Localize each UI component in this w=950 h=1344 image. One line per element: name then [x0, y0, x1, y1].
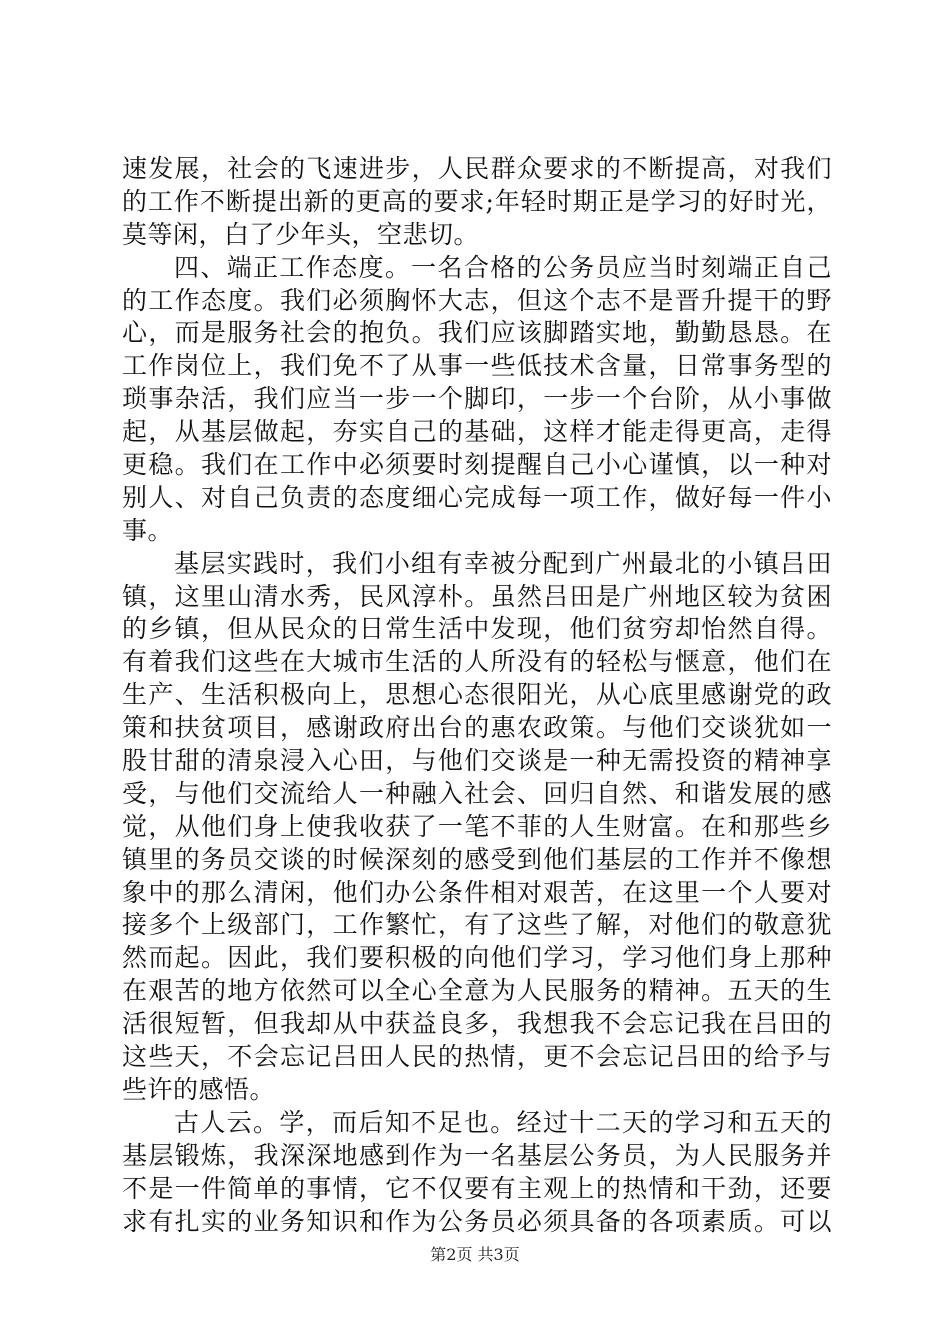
text-line: 的工作态度。我们必须胸怀大志，但这个志不是晋升提干的野 — [122, 285, 832, 315]
text-line: 在艰苦的地方依然可以全心全意为人民服务的精神。五天的生 — [122, 976, 832, 1006]
text-line: 活很短暂，但我却从中获益良多，我想我不会忘记我在吕田的 — [122, 1009, 832, 1039]
text-line: 琐事杂活，我们应当一步一个脚印，一步一个台阶，从小事做 — [122, 384, 832, 414]
document-body — [122, 153, 832, 1238]
text-line: 股甘甜的清泉浸入心田，与他们交谈是一种无需投资的精神享 — [122, 746, 832, 776]
text-line: 事。 — [122, 515, 174, 545]
text-line: 的乡镇，但从民众的日常生活中发现，他们贫穷却怡然自得。 — [122, 614, 832, 644]
text-line: 些许的感悟。 — [122, 1074, 276, 1104]
text-line: 策和扶贫项目，感谢政府出台的惠农政策。与他们交谈犹如一 — [122, 713, 832, 743]
text-line: 有着我们这些在大城市生活的人所没有的轻松与惬意，他们在 — [122, 647, 832, 677]
paragraph-start-line: 四、端正工作态度。一名合格的公务员应当时刻端正自己 — [174, 252, 832, 282]
page-number-footer: 第2页 共3页 — [430, 1245, 520, 1264]
text-line: 象中的那么清闲，他们办公条件相对艰苦，在这里一个人要对 — [122, 877, 832, 907]
text-line: 工作岗位上，我们免不了从事一些低技术含量，日常事务型的 — [122, 351, 832, 381]
text-line: 莫等闲，白了少年头，空悲切。 — [122, 219, 480, 249]
text-line: 求有扎实的业务知识和作为公务员必须具备的各项素质。可以 — [122, 1206, 832, 1236]
text-line: 更稳。我们在工作中必须要时刻提醒自己小心谨慎，以一种对 — [122, 450, 832, 480]
text-line: 别人、对自己负责的态度细心完成每一项工作，做好每一件小 — [122, 482, 832, 512]
text-line: 的工作不断提出新的更高的要求;年轻时期正是学习的好时光， — [122, 186, 832, 216]
text-line: 起，从基层做起，夯实自己的基础，这样才能走得更高，走得 — [122, 417, 832, 447]
text-line: 镇里的务员交谈的时候深刻的感受到他们基层的工作并不像想 — [122, 844, 832, 874]
text-line: 不是一件简单的事情，它不仅要有主观上的热情和干劲，还要 — [122, 1173, 832, 1203]
text-line: 这些天，不会忘记吕田人民的热情，更不会忘记吕田的给予与 — [122, 1042, 832, 1072]
text-line: 基层锻炼，我深深地感到作为一名基层公务员，为人民服务并 — [122, 1140, 832, 1170]
text-line: 心，而是服务社会的抱负。我们应该脚踏实地，勤勤恳恳。在 — [122, 318, 832, 348]
paragraph-start-line: 基层实践时，我们小组有幸被分配到广州最北的小镇吕田 — [174, 548, 832, 578]
text-line: 接多个上级部门，工作繁忙，有了这些了解，对他们的敬意犹 — [122, 910, 832, 940]
text-line: 速发展，社会的飞速进步，人民群众要求的不断提高，对我们 — [122, 154, 832, 183]
text-line: 生产、生活积极向上，思想心态很阳光，从心底里感谢党的政 — [122, 680, 832, 710]
text-line: 镇，这里山清水秀，民风淳朴。虽然吕田是广州地区较为贫困 — [122, 581, 832, 611]
text-line: 受，与他们交流给人一种融入社会、回归自然、和谐发展的感 — [122, 778, 832, 808]
paragraph-start-line: 古人云。学，而后知不足也。经过十二天的学习和五天的 — [174, 1107, 832, 1137]
text-line: 然而起。因此，我们要积极的向他们学习，学习他们身上那种 — [122, 943, 832, 973]
text-line: 觉，从他们身上使我收获了一笔不菲的人生财富。在和那些乡 — [122, 811, 832, 841]
